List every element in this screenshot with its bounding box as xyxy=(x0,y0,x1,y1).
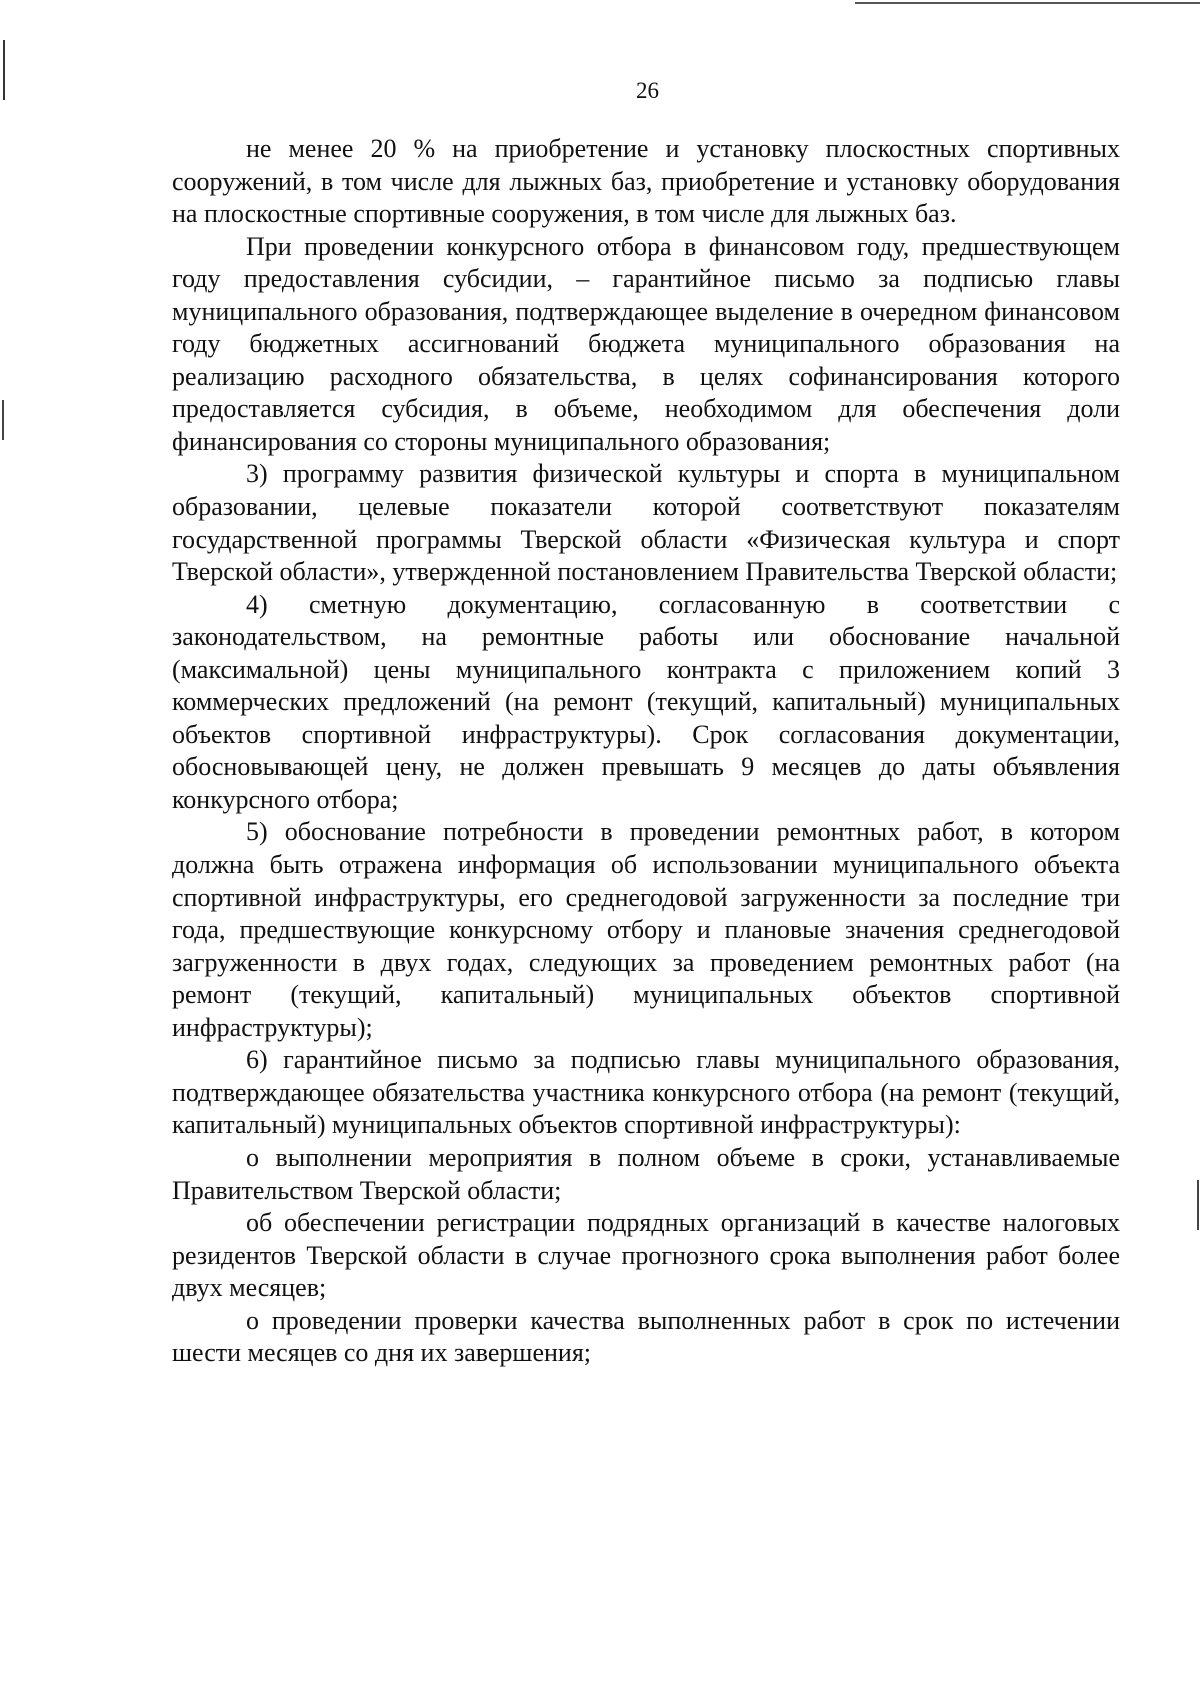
paragraph-obligation-quality-check: о проведении проверки качества выполненных работ в срок по истечении шести месяцев со дня их завершения; xyxy=(172,1305,1120,1368)
paragraph-item-4-estimate: 4) сметную документацию, согласованную в соответствии с законодательством, на ремонтные работы или обоснование начальной (максимальной) цены муниципального контракта с приложением копий 3 коммерческих предложений (на ремонт (текущий, капитальный) муниципальных объектов спортивной инфраструктуры). Срок согласования документации, обосновывающей цену, не должен превышать 9 месяцев до даты объявления конкурсного отбора; xyxy=(172,589,1120,814)
paragraph-guarantee-letter-prior-year: При проведении конкурсного отбора в финансовом году, предшествующем году предоставления субсидии, – гарантийное письмо за подписью главы муниципального образования, подтверждающее выделение в очередном финансовом году бюджетных ассигнований бюджета муниципального образования на реализацию расходного обязательства, в целях софинансирования которого предоставляется субсидия, в объеме, необходимом для обеспечения доли финансирования со стороны муниципального образования; xyxy=(172,231,1120,456)
paragraph-item-5-justification: 5) обоснование потребности в проведении ремонтных работ, в котором должна быть отражена информация об использовании муниципального объекта спортивной инфраструктуры, его среднегодовой загруженности за последние три года, предшествующие конкурсному отбору и плановые значения среднегодовой загруженности в двух годах, следующих за проведением ремонтных работ (на ремонт (текущий, капитальный) муниципальных объектов спортивной инфраструктуры); xyxy=(172,817,1120,1042)
paragraph-obligation-registration: об обеспечении регистрации подрядных организаций в качестве налоговых резидентов Тверской области в случае прогнозного срока выполнения работ более двух месяцев; xyxy=(172,1208,1120,1303)
paragraph-subsidy-share: не менее 20 % на приобретение и установку плоскостных спортивных сооружений, в том числе для лыжных баз, приобретение и установку оборудования на плоскостные спортивные сооружения, в том числе для лыжных баз. xyxy=(172,134,1120,229)
page-number: 26 xyxy=(636,78,659,103)
paragraph-item-3-program: 3) программу развития физической культуры и спорта в муниципальном образовании, целевые показатели которой соответствуют показателям государственной программы Тверской области «Физическая культура и спорт Тверской области», утвержденной постановлением Правительства Тверской области; xyxy=(172,459,1120,587)
scan-edge-line xyxy=(1197,1180,1199,1230)
paragraph-obligation-execution: о выполнении мероприятия в полном объеме в сроки, устанавливаемые Правительством Тверской области; xyxy=(172,1142,1120,1205)
scan-edge-line xyxy=(855,2,1200,4)
paragraph-item-6-guarantee-letter: 6) гарантийное письмо за подписью главы муниципального образования, подтверждающее обязательства участника конкурсного отбора (на ремонт (текущий, капитальный) муниципальных объектов спортивной инфраструктуры): xyxy=(172,1045,1120,1140)
document-body xyxy=(172,133,1120,1370)
scan-edge-line xyxy=(2,400,4,440)
